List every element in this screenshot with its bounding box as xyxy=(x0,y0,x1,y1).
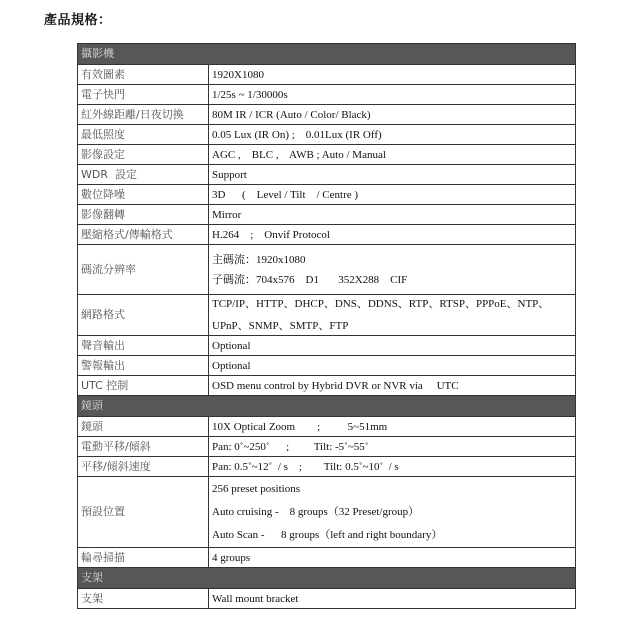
spec-label: 電子快門 xyxy=(78,85,209,105)
spec-value: Pan: 0.5˚~12˚ / s ; Tilt: 0.5˚~10˚ / s xyxy=(209,457,576,477)
spec-label: 警報輸出 xyxy=(78,356,209,376)
spec-label: 鏡頭 xyxy=(78,417,209,437)
spec-label: 紅外線距離/日夜切換 xyxy=(78,105,209,125)
spec-label: 最低照度 xyxy=(78,125,209,145)
spec-value: 10X Optical Zoom ; 5~51mm xyxy=(209,417,576,437)
spec-value: 4 groups xyxy=(209,548,576,568)
spec-label: 網路格式 xyxy=(78,295,209,336)
spec-label: 電動平移/傾斜 xyxy=(78,437,209,457)
spec-row xyxy=(78,165,576,185)
spec-value: 1920X1080 xyxy=(209,65,576,85)
spec-value xyxy=(209,245,576,295)
spec-value-line: 子碼流：704x576 D1 352X288 CIF xyxy=(212,273,408,286)
spec-value: Optional xyxy=(209,356,576,376)
section-title: 支架 xyxy=(78,568,576,589)
spec-value: 0.05 Lux (IR On) ; 0.01Lux (IR Off) xyxy=(209,125,576,145)
spec-label: 支架 xyxy=(78,589,209,609)
spec-label: 影像設定 xyxy=(78,145,209,165)
spec-label: 預設位置 xyxy=(78,477,209,548)
spec-row xyxy=(78,437,576,457)
spec-value: H.264 ; Onvif Protocol xyxy=(209,225,576,245)
spec-row xyxy=(78,205,576,225)
spec-row xyxy=(78,336,576,356)
spec-label: 影像翻轉 xyxy=(78,205,209,225)
spec-row xyxy=(78,65,576,85)
spec-label: 數位降噪 xyxy=(78,185,209,205)
spec-row xyxy=(78,589,576,609)
spec-value: Support xyxy=(209,165,576,185)
spec-value xyxy=(209,477,576,548)
spec-row xyxy=(78,245,576,295)
spec-value: AGC , BLC , AWB ; Auto / Manual xyxy=(209,145,576,165)
spec-label: 輪尋掃描 xyxy=(78,548,209,568)
spec-value-line: 主碼流：1920x1080 xyxy=(212,253,306,266)
spec-row xyxy=(78,417,576,437)
spec-row xyxy=(78,105,576,125)
spec-label: 聲音輸出 xyxy=(78,336,209,356)
spec-row xyxy=(78,185,576,205)
spec-value: Pan: 0˚~250˚ ; Tilt: -5˚~55˚ xyxy=(209,437,576,457)
spec-value-line: TCP/IP、HTTP、DHCP、DNS、DDNS、RTP、RTSP、PPPoE、NTP、 xyxy=(212,298,550,310)
spec-row xyxy=(78,376,576,396)
spec-row xyxy=(78,145,576,165)
spec-label: 碼流分辨率 xyxy=(78,245,209,295)
section-title: 鏡頭 xyxy=(78,396,576,417)
spec-value-line: 256 preset positions xyxy=(212,483,300,495)
spec-label: 壓縮格式/傳輸格式 xyxy=(78,225,209,245)
spec-row xyxy=(78,548,576,568)
spec-value: 1/25s ~ 1/30000s xyxy=(209,85,576,105)
spec-value: OSD menu control by Hybrid DVR or NVR via UTC xyxy=(209,376,576,396)
spec-value-line: Auto Scan - 8 groups（left and right boundary） xyxy=(212,529,443,541)
spec-table xyxy=(77,43,576,609)
spec-value: Mirror xyxy=(209,205,576,225)
spec-value: Wall mount bracket xyxy=(209,589,576,609)
spec-value: 3D ( Level / Tilt / Centre ) xyxy=(209,185,576,205)
page-title: 產品規格： xyxy=(44,13,112,28)
spec-value-line: UPnP、SNMP、SMTP、FTP xyxy=(212,320,349,332)
spec-value xyxy=(209,295,576,336)
spec-label: UTC 控制 xyxy=(78,376,209,396)
spec-row xyxy=(78,85,576,105)
spec-row xyxy=(78,295,576,336)
section-header-bracket xyxy=(78,568,576,589)
spec-row xyxy=(78,477,576,548)
spec-row xyxy=(78,225,576,245)
section-header-camera xyxy=(78,44,576,65)
section-header-lens xyxy=(78,396,576,417)
spec-value: Optional xyxy=(209,336,576,356)
spec-label: WDR 設定 xyxy=(78,165,209,185)
spec-row xyxy=(78,356,576,376)
section-title: 攝影機 xyxy=(78,44,576,65)
spec-label: 平移/傾斜速度 xyxy=(78,457,209,477)
spec-row xyxy=(78,125,576,145)
spec-value-line: Auto cruising - 8 groups（32 Preset/group） xyxy=(212,506,420,518)
spec-row xyxy=(78,457,576,477)
spec-value: 80M IR / ICR (Auto / Color/ Black) xyxy=(209,105,576,125)
spec-label: 有效圖素 xyxy=(78,65,209,85)
